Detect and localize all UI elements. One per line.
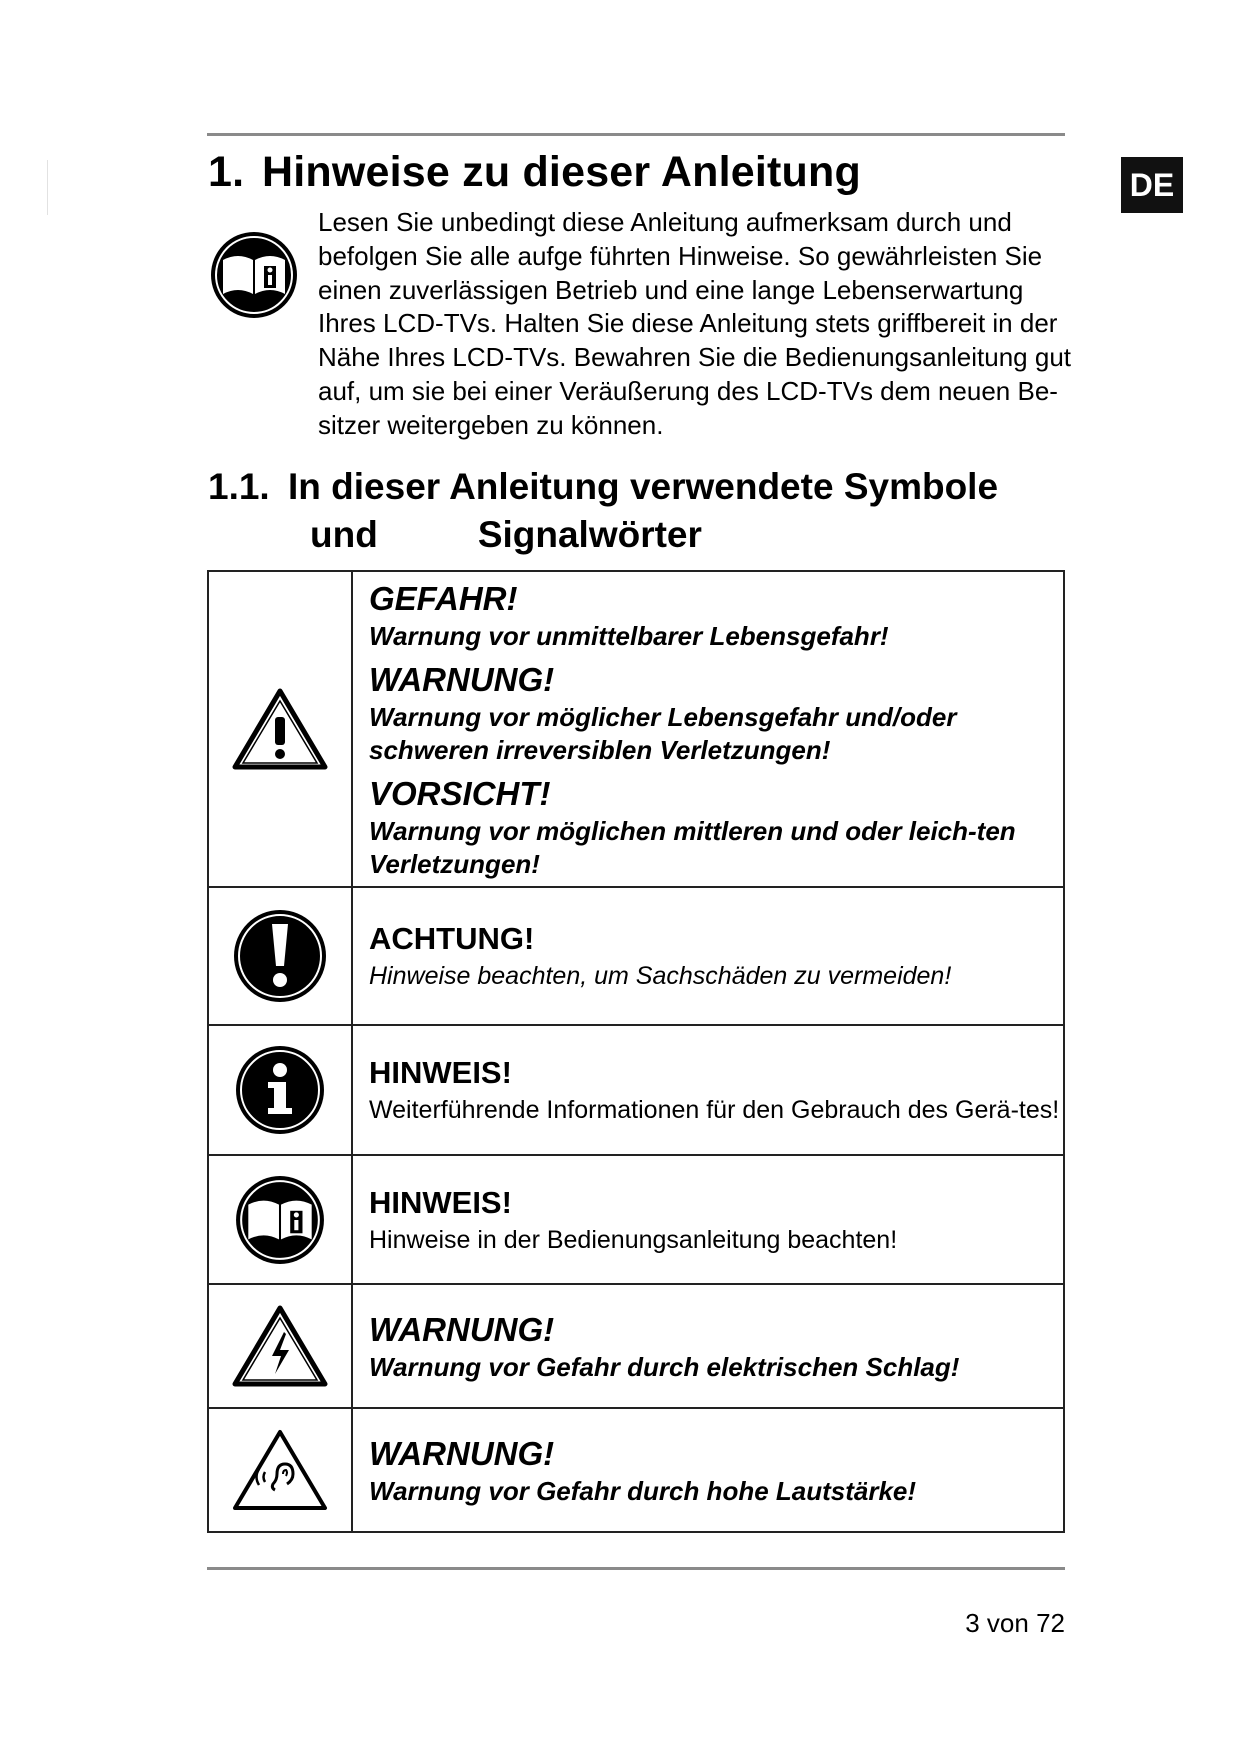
- description-warnung: Warnung vor möglicher Lebensgefahr und/oder schweren irreversiblen Verletzungen!: [369, 701, 957, 765]
- icon-cell: [208, 571, 352, 887]
- description-vorsicht: Warnung vor möglichen mittleren und oder leich-ten Verletzungen!: [369, 815, 1016, 879]
- symbols-table: [207, 570, 1065, 1533]
- language-tab: DE: [1121, 157, 1183, 213]
- footer-rule: [207, 1567, 1065, 1570]
- table-row: [208, 1155, 1064, 1284]
- icon-cell: [208, 1155, 352, 1284]
- text-cell: [352, 887, 1064, 1025]
- manual-book-icon: [209, 230, 299, 320]
- icon-cell: [208, 1025, 352, 1155]
- manual-book-icon: [209, 1174, 351, 1266]
- page-number: 3 von 72: [965, 1608, 1065, 1638]
- description-electric-shock: Warnung vor Gefahr durch elektrischen Schlag!: [369, 1351, 960, 1382]
- signal-word-gefahr: GEFAHR!: [369, 579, 518, 617]
- margin-mark: [47, 160, 48, 215]
- signal-word-warnung: WARNUNG!: [369, 660, 555, 698]
- table-row: [208, 1025, 1064, 1155]
- exclamation-circle-icon: [209, 908, 351, 1004]
- table-row: [208, 571, 1064, 887]
- header-rule: [207, 133, 1065, 136]
- icon-cell: [208, 887, 352, 1025]
- text-cell: [352, 1025, 1064, 1155]
- signal-word-warnung-volume: WARNUNG!: [369, 1434, 555, 1472]
- table-row: [208, 1284, 1064, 1408]
- info-circle-icon: [209, 1044, 351, 1136]
- subsection-title-line1: In dieser Anleitung verwendete Symbole: [288, 466, 999, 507]
- intro-paragraph: Lesen Sie unbedingt diese Anleitung aufmerksam durch und befolgen Sie alle aufge führten Hinweise. So gewährleisten Sie einen zuverlässigen Betrieb und eine lange Lebenserwartung Ihres LCD-TVs. Halten Sie diese Anleitung stets griffbereit in der Nähe Ihres LCD-TVs. Bewahren Sie die Bedienungsanleitung gut auf, um sie bei einer Veräußerung des LCD-TVs dem neuen Be-sitzer weitergeben zu können.: [318, 207, 1072, 440]
- loud-volume-triangle-icon: [209, 1428, 351, 1512]
- table-row: [208, 1408, 1064, 1532]
- signal-word-vorsicht: VORSICHT!: [369, 774, 551, 812]
- section-number: 1.: [208, 148, 245, 196]
- icon-cell: [208, 1408, 352, 1532]
- text-cell: [352, 1155, 1064, 1284]
- electric-shock-triangle-icon: [209, 1304, 351, 1388]
- table-row: [208, 887, 1064, 1025]
- signal-word-hinweis: HINWEIS!: [369, 1055, 512, 1090]
- description-loud-volume: Warnung vor Gefahr durch hohe Lautstärke!: [369, 1475, 917, 1506]
- description-achtung: Hinweise beachten, um Sachschäden zu vermeiden!: [369, 962, 952, 990]
- description-hinweis-manual: Hinweise in der Bedienungsanleitung beachten!: [369, 1225, 898, 1254]
- subsection-heading: [208, 463, 998, 559]
- description-gefahr: Warnung vor unmittelbarer Lebensgefahr!: [369, 620, 889, 651]
- text-cell: [352, 1408, 1064, 1532]
- text-cell: [352, 1284, 1064, 1408]
- section-title: Hinweise zu dieser Anleitung: [262, 148, 861, 196]
- icon-cell: [208, 1284, 352, 1408]
- subsection-title-signalwords: Signalwörter: [477, 514, 702, 555]
- description-hinweis-info: Weiterführende Informationen für den Gebrauch des Gerä-tes!: [369, 1096, 1060, 1124]
- section-heading: [208, 148, 861, 197]
- subsection-number: 1.1.: [208, 466, 270, 507]
- warning-triangle-icon: [209, 687, 351, 771]
- subsection-title-and: und: [310, 514, 378, 555]
- signal-word-hinweis: HINWEIS!: [369, 1184, 512, 1220]
- text-cell: [352, 571, 1064, 887]
- signal-word-achtung: ACHTUNG!: [369, 921, 535, 956]
- signal-word-warnung-electric: WARNUNG!: [369, 1310, 555, 1348]
